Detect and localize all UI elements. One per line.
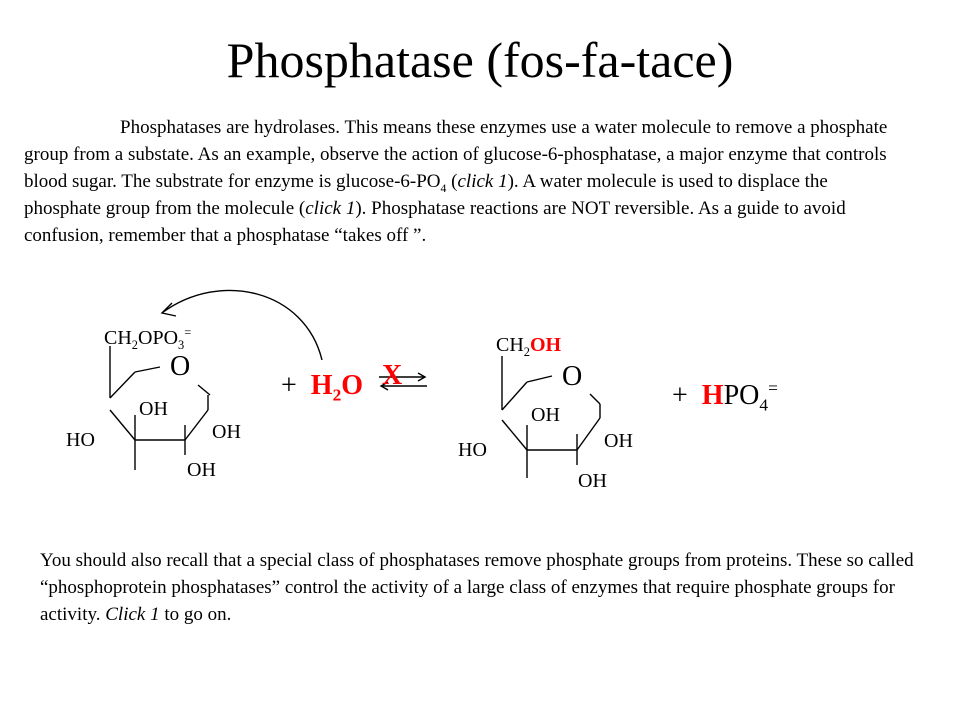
- product-oh-inner: OH: [531, 404, 560, 426]
- product-ring-bond: [502, 382, 527, 410]
- product-ring-bond: [590, 394, 600, 404]
- reactant-ring-bond: [135, 367, 160, 372]
- product-oh-bottom: OH: [578, 470, 607, 492]
- product-ring-oxygen: O: [562, 361, 583, 392]
- product-ho-left: HO: [458, 439, 487, 461]
- reactant-ring-bond: [110, 410, 135, 440]
- slide-title: Phosphatase (fos-fa-tace): [226, 32, 734, 88]
- product-ring-bond: [502, 420, 527, 450]
- product-ring-bond: [577, 418, 600, 450]
- reactant-ring-bond: [185, 410, 208, 440]
- reactant-oh-inner: OH: [139, 398, 168, 420]
- reactant-ring-oxygen: O: [170, 351, 191, 382]
- intro-paragraph: Phosphatases are hydrolases. This means these enzymes use a water molecule to remove a phosphate group from a substate. As an example, observe the action of glucose-6-phosphatase, a major enzyme that controls blood sugar. The substrate for enzyme is glucose-$6-PO_4$ (click 1). A water molecule is used to displace the phosphate group from the molecule (click 1). Phosphatase reactions are NOT reversible. As a guide to avoid confusion, remember that a phosphatase “takes off ”.: [24, 117, 888, 246]
- product-oh-right: OH: [604, 430, 633, 452]
- irreversible-x-mark: X: [382, 360, 403, 391]
- phosphate-ion: + $HPO_4^=$: [672, 378, 778, 415]
- water-molecule: + $H_2O$: [281, 370, 364, 405]
- reactant-phosphate-group: $CH_2OPO_3^=$: [104, 325, 192, 352]
- reactant-ring-bond: [110, 372, 135, 398]
- reactant-oh-bottom: OH: [187, 459, 216, 481]
- reactant-ring-bond: [198, 385, 210, 395]
- closing-paragraph: You should also recall that a special class of phosphatases remove phosphate groups from proteins. These so called “phosphoprotein phosphatases” control the activity of a large class of enzymes that require phosphate groups for activity. Click 1 to go on.: [40, 550, 914, 625]
- reactant-oh-right: OH: [212, 421, 241, 443]
- product-ring-bond: [527, 376, 552, 382]
- product-hydroxymethyl-group: $CH_2OH$: [496, 334, 562, 359]
- reactant-ho-left: HO: [66, 429, 95, 451]
